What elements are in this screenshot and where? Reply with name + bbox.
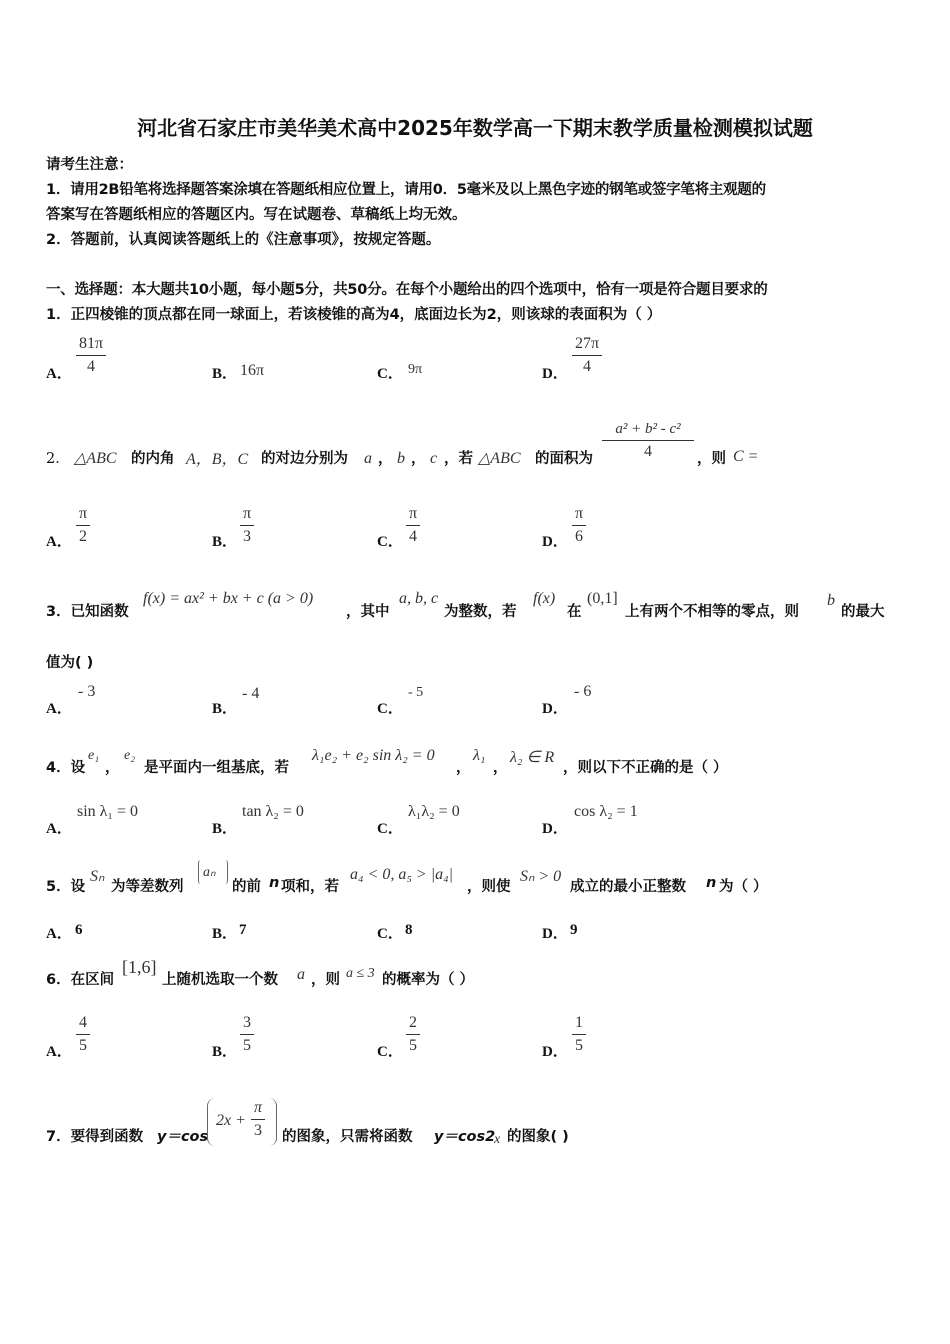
q1-stem: 1．正四棱锥的顶点都在同一球面上，若该棱锥的高为4，底面边长为2，则该球的表面积为（ ） [46, 307, 662, 323]
q5-sn: Sₙ [90, 868, 105, 885]
q1-option-b: 16π [240, 362, 265, 379]
q5-option-d: 9 [570, 922, 578, 938]
q6-b-denominator: 5 [243, 1037, 251, 1054]
q2-option-c-label: C． [377, 534, 403, 550]
q6-condition: a ≤ 3 [346, 966, 375, 981]
q6-d-denominator: 5 [575, 1037, 583, 1054]
q2-a-numerator: π [76, 505, 90, 526]
q3-option-a-label: A． [46, 701, 72, 717]
q6-text-1: 6．在区间 [46, 972, 115, 988]
q2-option-b-label: B． [212, 534, 238, 550]
q5-text-5: ，则使 [467, 879, 511, 895]
q5-text-4: 项和，若 [281, 879, 339, 895]
q6-c-denominator: 5 [409, 1037, 417, 1054]
q2-area-denominator: 4 [644, 443, 652, 460]
q3-fx: f(x) [533, 590, 556, 607]
q4-option-d: cos λ₂ = 1 [574, 803, 638, 820]
q2-d-denominator: 6 [575, 528, 584, 545]
q3-text-6: 的最大 [841, 604, 885, 620]
q2-text-4: 的面积为 [535, 451, 593, 467]
q2-c-numerator: π [406, 505, 420, 526]
q3-text-7: 值为( ) [46, 655, 94, 671]
q5-option-b-label: B． [212, 926, 238, 942]
q1-d-numerator: 27π [572, 335, 602, 356]
q2-text-1: 的内角 [131, 451, 175, 467]
q6-a: a [297, 966, 305, 983]
q6-option-c-label: C． [377, 1044, 403, 1060]
q6-b-numerator: 3 [240, 1014, 254, 1035]
q2-comma-1: ， [378, 451, 393, 467]
notice-heading: 请考生注意： [46, 157, 133, 173]
q2-c-denominator: 4 [409, 528, 418, 545]
q3-text-5: 上有两个不相等的零点，则 [625, 604, 799, 620]
q5-an: aₙ [203, 865, 216, 880]
q6-option-c [406, 1014, 420, 1055]
q5-option-d-label: D． [542, 926, 568, 942]
q3-option-d: - 6 [574, 683, 592, 700]
q1-option-a [76, 335, 106, 376]
q4-comma-1: ， [105, 760, 120, 776]
q1-option-b-label: B． [212, 366, 238, 382]
q4-lambda1: λ₁ [473, 747, 486, 764]
q5-text-7: 为（ ） [719, 879, 768, 895]
q3-text-4: 在 [567, 604, 582, 620]
q6-option-b [240, 1014, 254, 1055]
q4-comma-3: ， [493, 760, 508, 776]
q1-option-c-label: C． [377, 366, 403, 382]
page-title: 河北省石家庄市美华美术高中2025年数学高一下期末教学质量检测模拟试题 [137, 116, 813, 140]
q3-option-b-label: B． [212, 701, 238, 717]
q3-option-b: - 4 [242, 685, 260, 702]
q2-option-c [406, 505, 420, 546]
q6-option-b-label: B． [212, 1044, 238, 1060]
q2-option-a-label: A． [46, 534, 72, 550]
q7-text-1: 7．要得到函数 [46, 1129, 144, 1145]
q4-option-a: sin λ₁ = 0 [77, 803, 139, 820]
q3-text-1: 3．已知函数 [46, 604, 129, 620]
q4-comma-2: ， [456, 760, 471, 776]
q2-side-b: b [397, 450, 405, 467]
q2-area-numerator: a² + b² - c² [602, 420, 694, 441]
q6-text-3: ，则 [311, 972, 340, 988]
q3-option-a: - 3 [78, 683, 96, 700]
q5-option-a-label: A． [46, 926, 72, 942]
q4-text-2: 是平面内一组基底，若 [144, 760, 289, 776]
q2-comma-2: ， [411, 451, 426, 467]
q4-option-d-label: D． [542, 821, 568, 837]
q6-c-numerator: 2 [406, 1014, 420, 1035]
q6-option-a [76, 1014, 90, 1055]
q6-option-d-label: D． [542, 1044, 568, 1060]
q7-text-3: 的图象( ) [507, 1129, 569, 1145]
q6-a-denominator: 5 [79, 1037, 87, 1054]
q1-option-d [572, 335, 602, 376]
q5-n: n [269, 875, 280, 891]
q4-lambda2: λ₂ ∈ R [510, 749, 555, 766]
q7-inner-2x: 2x + [216, 1112, 246, 1129]
q5-option-c-label: C． [377, 926, 403, 942]
q7-three: 3 [254, 1122, 262, 1139]
q6-interval: [1,6] [122, 957, 157, 977]
q4-option-b-label: B． [212, 821, 238, 837]
q5-n-2: n [706, 875, 717, 891]
q2-text-2: 的对边分别为 [261, 451, 348, 467]
q7-function-1: y＝cos [157, 1129, 209, 1145]
q2-side-a: a [364, 450, 372, 467]
q1-d-denominator: 4 [583, 358, 592, 375]
q2-text-3: ，若 [444, 451, 473, 467]
q3-option-c: - 5 [408, 685, 424, 700]
q2-side-c: c [430, 450, 438, 467]
q4-text-3: ，则以下不正确的是（ ） [563, 760, 728, 776]
q3-option-c-label: C． [377, 701, 403, 717]
q5-option-c: 8 [405, 922, 413, 938]
q4-option-c-label: C． [377, 821, 403, 837]
notice-line-2: 2．答题前，认真阅读答题纸上的《注意事项》，按规定答题。 [46, 232, 441, 248]
q2-number: 2． [46, 451, 70, 467]
q7-x: x [494, 1132, 501, 1147]
q4-option-c: λ₁λ₂ = 0 [408, 803, 460, 820]
q5-option-a: 6 [75, 922, 83, 938]
q6-a-numerator: 4 [76, 1014, 90, 1035]
q5-option-b: 7 [239, 922, 247, 938]
q3-text-2: ，其中 [346, 604, 390, 620]
q3-option-d-label: D． [542, 701, 568, 717]
q6-d-numerator: 1 [572, 1014, 586, 1035]
q3-abc: a, b, c [399, 590, 439, 607]
q4-option-a-label: A． [46, 821, 72, 837]
q5-text-6: 成立的最小正整数 [570, 879, 686, 895]
q2-triangle: △ABC [74, 450, 117, 467]
q2-option-b [240, 505, 254, 546]
q4-option-b: tan λ₂ = 0 [242, 803, 304, 820]
q7-text-2: 的图象，只需将函数 [282, 1129, 413, 1145]
q7-pi: π [251, 1099, 265, 1120]
q5-text-1: 5．设 [46, 879, 86, 895]
q2-option-d-label: D． [542, 534, 568, 550]
q1-a-denominator: 4 [87, 358, 96, 375]
q2-b-denominator: 3 [243, 528, 252, 545]
q2-option-d [572, 505, 586, 546]
notice-line-1b: 答案写在答题纸相应的答题区内。写在试题卷、草稿纸上均无效。 [46, 207, 467, 223]
q5-text-3: 的前 [232, 879, 261, 895]
q2-triangle-2: △ABC [478, 450, 521, 467]
q4-e1: e₁ [88, 748, 100, 763]
q2-a-denominator: 2 [79, 528, 88, 545]
q3-text-3: 为整数，若 [444, 604, 517, 620]
q5-sn-positive: Sₙ > 0 [520, 868, 562, 885]
q7-pi-over-3 [251, 1099, 265, 1140]
notice-line-1a: 1．请用2B铅笔将选择题答案涂填在答题纸相应位置上，请用0．5毫米及以上黑色字迹的钢笔或签字笔将主观题的 [46, 182, 766, 198]
q2-c-equals: C = [733, 448, 759, 465]
q5-text-2: 为等差数列 [111, 879, 184, 895]
q3-b: b [827, 592, 835, 609]
q1-option-c: 9π [408, 362, 423, 377]
q6-text-4: 的概率为（ ） [382, 972, 475, 988]
q1-option-d-label: D． [542, 366, 568, 382]
q2-d-numerator: π [572, 505, 586, 526]
q4-condition: λ₁e₂ + e₂ sin λ₂ = 0 [312, 747, 435, 764]
q4-text-1: 4．设 [46, 760, 86, 776]
q5-condition: a₄ < 0, a₅ > |a₄| [350, 866, 454, 883]
q6-option-d [572, 1014, 586, 1055]
q2-text-5: ，则 [697, 451, 726, 467]
q2-option-a [76, 505, 90, 546]
q2-angles: A，B，C [186, 451, 249, 468]
q1-a-numerator: 81π [76, 335, 106, 356]
q3-function: f(x) = ax² + bx + c (a > 0) [143, 590, 314, 607]
q3-interval: (0,1] [587, 590, 618, 607]
q6-option-a-label: A． [46, 1044, 72, 1060]
q1-option-a-label: A． [46, 366, 72, 382]
q2-area-fraction [602, 420, 694, 461]
q6-text-2: 上随机选取一个数 [162, 972, 278, 988]
section-heading: 一、选择题：本大题共10小题，每小题5分，共50分。在每个小题给出的四个选项中，恰有一项是符合题目要求的 [46, 282, 768, 298]
q7-function-2: y＝cos2 [434, 1129, 496, 1145]
q2-b-numerator: π [240, 505, 254, 526]
q4-e2: e₂ [124, 748, 136, 763]
